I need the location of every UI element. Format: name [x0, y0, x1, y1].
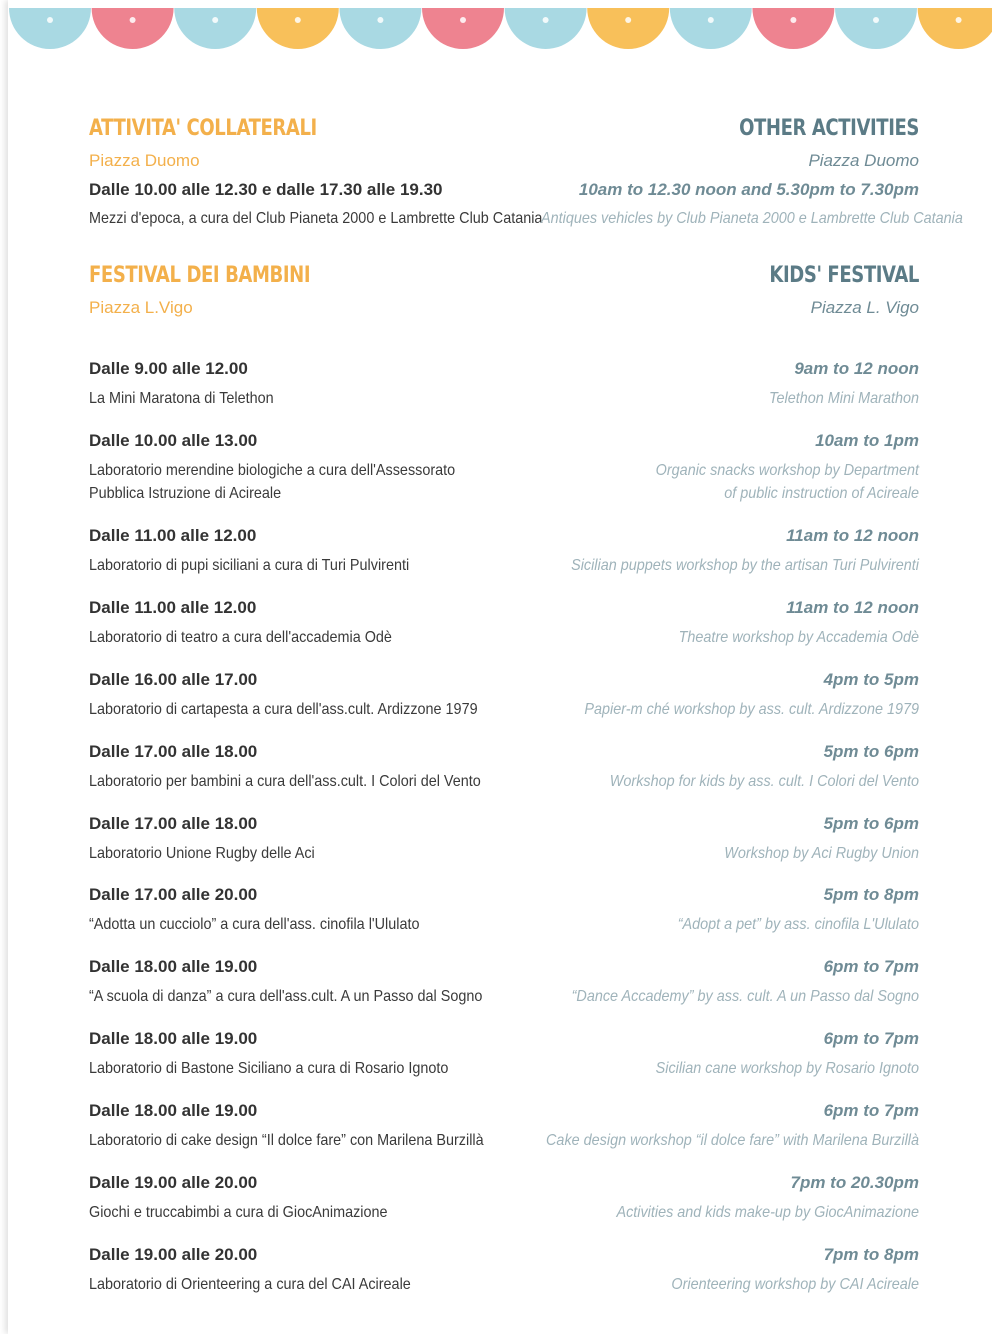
event-description: Orienteering workshop by CAI Acireale [671, 1276, 919, 1293]
kids-en [499, 265, 919, 318]
event-en [499, 359, 919, 410]
event-en [499, 526, 919, 577]
location: Piazza Duomo [808, 151, 919, 170]
bunting-flag [9, 8, 91, 49]
event-it [89, 1029, 509, 1080]
event-description: “A scuola di danza” a cura dell'ass.cult. A un Passo dal Sogno [89, 988, 483, 1005]
section-title: FESTIVAL DEI BAMBINI [89, 263, 311, 288]
bunting-dot [625, 17, 631, 23]
bunting-flag [587, 8, 669, 49]
event-time: Dalle 17.00 alle 20.00 [89, 885, 258, 904]
bunting-flag [422, 8, 504, 49]
event-en [499, 885, 919, 936]
event-description: La Mini Maratona di Telethon [89, 390, 274, 407]
event-time: Dalle 16.00 alle 17.00 [89, 670, 258, 689]
event-time: Dalle 11.00 alle 12.00 [89, 526, 257, 545]
bunting-flag [339, 8, 421, 49]
bunting-dot [212, 17, 218, 23]
event-description: “Adopt a pet” by ass. cinofila L'Ululato [677, 916, 919, 933]
bunting-flag [174, 8, 256, 49]
event-description: Workshop for kids by ass. cult. I Colori del Vento [609, 773, 919, 790]
event-en [499, 1029, 919, 1080]
event-it [89, 1245, 509, 1296]
event-en [499, 670, 919, 721]
bunting-flag [835, 8, 917, 49]
bunting-flag [670, 8, 752, 49]
event-it [89, 1101, 509, 1152]
event-time: Dalle 19.00 alle 20.00 [89, 1173, 258, 1192]
bunting-dot [790, 17, 796, 23]
bunting-flag [505, 8, 587, 49]
bunting-dot [708, 17, 714, 23]
event-description: Laboratorio di cartapesta a cura dell'ass.cult. Ardizzone 1979 [89, 701, 478, 718]
bunting-flag [752, 8, 834, 49]
bunting-dot [47, 17, 53, 23]
event-en [499, 431, 919, 505]
event-description-line2: Pubblica Istruzione di Acireale [89, 485, 282, 502]
event-description: Sicilian puppets workshop by the artisan Turi Pulvirenti [571, 557, 919, 574]
event-description: Laboratorio Unione Rugby delle Aci [89, 845, 315, 862]
bunting-flag [257, 8, 339, 49]
event-description: Laboratorio per bambini a cura dell'ass.cult. I Colori del Vento [89, 773, 481, 790]
event-it [89, 957, 509, 1008]
bunting-dot [956, 17, 962, 23]
section-title: KIDS' FESTIVAL [769, 263, 919, 288]
event-it [89, 742, 509, 793]
event-it [89, 670, 509, 721]
description: Mezzi d'epoca, a cura del Club Pianeta 2000 e Lambrette Club Catania [89, 210, 543, 227]
event-time: 6pm to 7pm [823, 957, 919, 976]
event-description: Activities and kids make-up by GiocAnimazione [616, 1204, 919, 1221]
event-time: 11am to 12 noon [786, 526, 919, 545]
event-en [499, 742, 919, 793]
collateral-it [89, 116, 543, 230]
event-time: Dalle 18.00 alle 19.00 [89, 1029, 258, 1048]
bunting-dot [377, 17, 383, 23]
event-description: Laboratorio merendine biologiche a cura dell'Assessorato [89, 462, 456, 479]
event-description: Theatre workshop by Accademia Odè [678, 629, 919, 646]
event-description: Organic snacks workshop by Department [655, 462, 919, 479]
event-time: 5pm to 6pm [823, 742, 919, 761]
location: Piazza Duomo [89, 151, 200, 170]
event-description: Sicilian cane workshop by Rosario Ignoto [655, 1060, 919, 1077]
event-en [499, 1245, 919, 1296]
event-description-line2: of public instruction of Acireale [724, 485, 919, 502]
event-time: 11am to 12 noon [786, 598, 919, 617]
event-time: Dalle 17.00 alle 18.00 [89, 742, 258, 761]
event-time: Dalle 10.00 alle 13.00 [89, 431, 258, 450]
bunting-decoration [0, 0, 992, 60]
bunting-dot [543, 17, 549, 23]
event-it [89, 526, 509, 577]
bunting-dot [130, 17, 136, 23]
collateral-en [499, 116, 963, 230]
kids-it [89, 265, 509, 318]
event-time: Dalle 19.00 alle 20.00 [89, 1245, 258, 1264]
event-time: 9am to 12 noon [794, 359, 919, 378]
event-description: Laboratorio di Bastone Siciliano a cura di Rosario Ignoto [89, 1060, 449, 1077]
event-time: Dalle 9.00 alle 12.00 [89, 359, 248, 378]
event-description: Laboratorio di cake design “Il dolce fare” con Marilena Burzillà [89, 1132, 484, 1149]
event-it [89, 885, 509, 936]
event-time: Dalle 18.00 alle 19.00 [89, 1101, 258, 1120]
event-time: Dalle 18.00 alle 19.00 [89, 957, 258, 976]
event-description: Cake design workshop “il dolce fare” with Marilena Burzillà [546, 1132, 919, 1149]
event-time: 4pm to 5pm [823, 670, 919, 689]
event-description: Laboratorio di Orienteering a cura del CAI Acireale [89, 1276, 411, 1293]
event-en [499, 814, 919, 865]
event-description: “Dance Accademy” by ass. cult. A un Passo dal Sogno [571, 988, 919, 1005]
event-time: Dalle 17.00 alle 18.00 [89, 814, 258, 833]
event-time: 5pm to 8pm [823, 885, 919, 904]
event-time: 7pm to 8pm [823, 1245, 919, 1264]
event-description: “Adotta un cucciolo” a cura dell'ass. cinofila l'Ululato [89, 916, 420, 933]
event-description: Telethon Mini Marathon [769, 390, 919, 407]
bunting-flag [918, 8, 992, 49]
event-it [89, 598, 509, 649]
bunting-dot [873, 17, 879, 23]
event-it [89, 431, 509, 505]
time: 10am to 12.30 noon and 5.30pm to 7.30pm [578, 180, 919, 199]
event-description: Giochi e truccabimbi a cura di GiocAnimazione [89, 1204, 388, 1221]
event-time: 7pm to 20.30pm [790, 1173, 919, 1192]
event-en [499, 598, 919, 649]
event-it [89, 359, 509, 410]
description: Antiques vehicles by Club Pianeta 2000 e Lambrette Club Catania [541, 210, 963, 227]
event-en [499, 957, 919, 1008]
bunting-dot [460, 17, 466, 23]
event-time: Dalle 11.00 alle 12.00 [89, 598, 257, 617]
event-en [499, 1101, 919, 1152]
event-description: Laboratorio di teatro a cura dell'accademia Odè [89, 629, 392, 646]
event-it [89, 814, 509, 865]
event-description: Workshop by Aci Rugby Union [724, 845, 919, 862]
location: Piazza L.Vigo [89, 298, 193, 317]
section-title: OTHER ACTIVITIES [739, 116, 919, 141]
event-time: 6pm to 7pm [823, 1101, 919, 1120]
bunting-flag [92, 8, 174, 49]
location: Piazza L. Vigo [810, 298, 919, 317]
event-description: Laboratorio di pupi siciliani a cura di Turi Pulvirenti [89, 557, 410, 574]
section-title: ATTIVITA' COLLATERALI [89, 116, 317, 141]
bunting-dot [295, 17, 301, 23]
event-it [89, 1173, 509, 1224]
event-description: Papier-m ché workshop by ass. cult. Ardizzone 1979 [584, 701, 919, 718]
time: Dalle 10.00 alle 12.30 e dalle 17.30 alle 19.30 [89, 180, 443, 199]
event-time: 5pm to 6pm [823, 814, 919, 833]
event-time: 6pm to 7pm [823, 1029, 919, 1048]
event-en [499, 1173, 919, 1224]
event-time: 10am to 1pm [815, 431, 919, 450]
